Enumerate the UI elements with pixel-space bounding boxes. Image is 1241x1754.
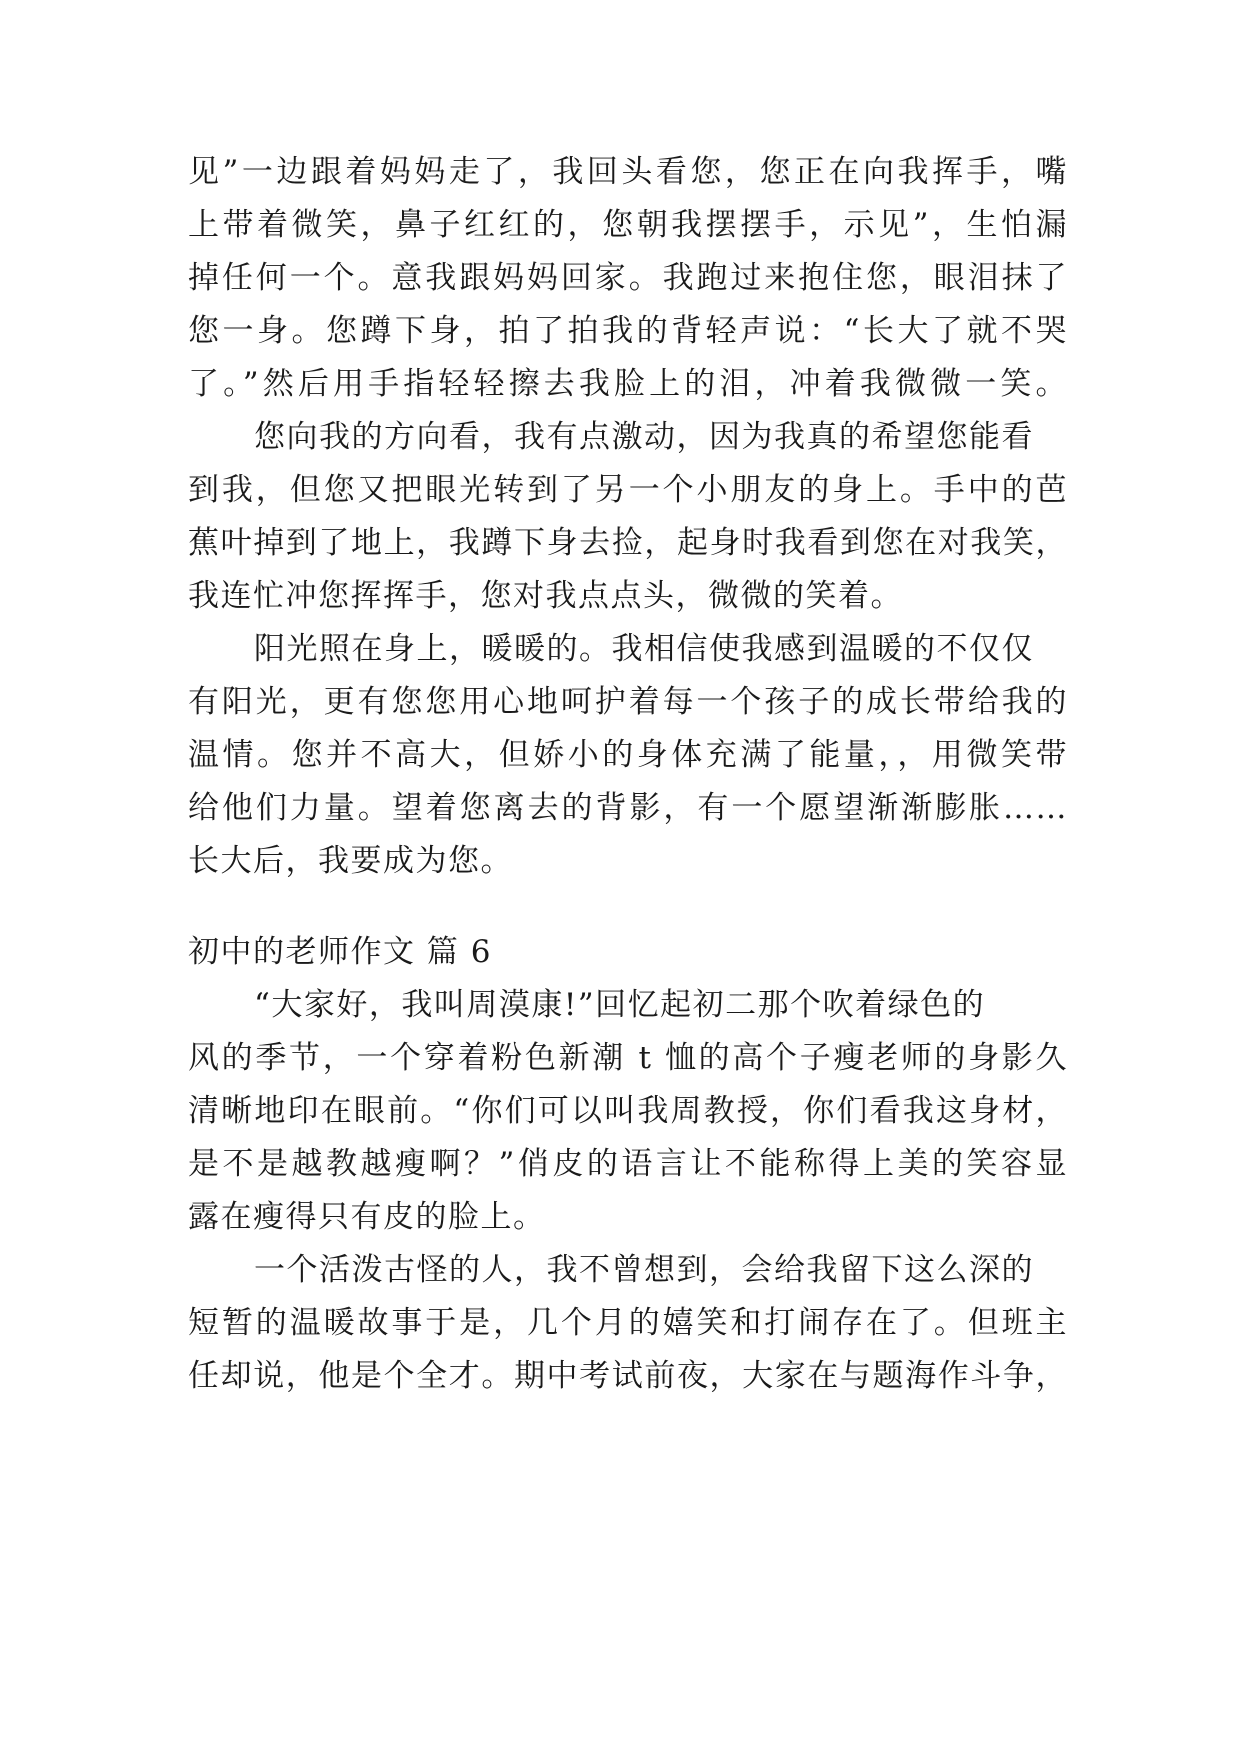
paragraph-line: 给他们力量。望着您离去的背影，有一个愿望渐渐膨胀…… (188, 790, 1068, 826)
paragraph-line: 您向我的方向看，我有点激动，因为我真的希望您能看 (254, 419, 1034, 455)
paragraph-line: 上带着微笑，鼻子红红的，您朝我摆摆手，示见”，生怕漏 (188, 207, 1068, 243)
paragraph-line: 露在瘦得只有皮的脸上。 (188, 1199, 546, 1235)
paragraph-line: 我连忙冲您挥挥手，您对我点点头，微微的笑着。 (188, 578, 903, 614)
paragraph-line: 蕉叶掉到了地上，我蹲下身去捡，起身时我看到您在对我笑， (188, 525, 1068, 561)
paragraph-line: 短暂的温暖故事于是，几个月的嬉笑和打闹存在了。但班主 (188, 1305, 1068, 1341)
section-title: 初中的老师作文 篇 6 (188, 934, 492, 970)
paragraph-line: 一个活泼古怪的人，我不曾想到，会给我留下这么深的 (254, 1252, 1034, 1288)
paragraph-line: 到我，但您又把眼光转到了另一个小朋友的身上。手中的芭 (188, 472, 1068, 508)
paragraph-line: 有阳光，更有您您用心地呵护着每一个孩子的成长带给我的 (188, 684, 1068, 720)
paragraph-line: 清晰地印在眼前。“你们可以叫我周教授，你们看我这身材， (188, 1093, 1068, 1129)
paragraph-line: 掉任何一个。意我跟妈妈回家。我跑过来抱住您，眼泪抹了 (188, 260, 1068, 296)
paragraph-line: 了。”然后用手指轻轻擦去我脸上的泪，冲着我微微一笑。 (188, 366, 1068, 402)
paragraph-line: 您一身。您蹲下身，拍了拍我的背轻声说：“长大了就不哭 (188, 313, 1068, 349)
paragraph-line: 温情。您并不高大，但娇小的身体充满了能量，，用微笑带 (188, 737, 1068, 773)
paragraph-line: 阳光照在身上，暖暖的。我相信使我感到温暖的不仅仅 (254, 631, 1034, 667)
paragraph-line: 是不是越教越瘦啊？”俏皮的语言让不能称得上美的笑容显 (188, 1146, 1068, 1182)
paragraph-line: 见”一边跟着妈妈走了，我回头看您，您正在向我挥手，嘴 (188, 154, 1068, 190)
paragraph-line: “大家好，我叫周漠康!”回忆起初二那个吹着绿色的 (254, 987, 986, 1023)
paragraph-line: 风的季节，一个穿着粉色新潮 t 恤的高个子瘦老师的身影久 (188, 1040, 1068, 1076)
paragraph-line: 长大后，我要成为您。 (188, 843, 513, 879)
paragraph-line: 任却说，他是个全才。期中考试前夜，大家在与题海作斗争， (188, 1358, 1068, 1394)
